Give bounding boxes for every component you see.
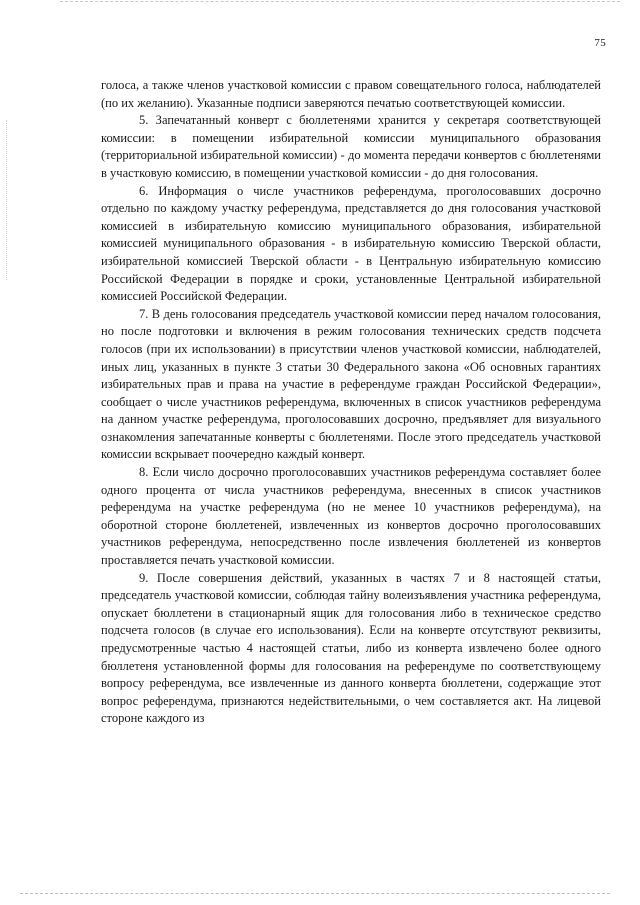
paragraph-8: 8. Если число досрочно проголосовавших участников референдума составляет более одного процента от числа участников референдума, внесенных в список участников референдума на участке референдума (но не менее 10 участников референдума), на оборотной стороне бюллетеней, извлеченных из конвертов досрочно проголосовавших участников референдума, непосредственно после извлечения бюллетеней из конвертов проставляется печать участковой комиссии.: [101, 465, 601, 568]
paragraph-9: 9. После совершения действий, указанных в частях 7 и 8 настоящей статьи, председатель участковой комиссии, соблюдая тайну волеизъявления участника референдума, опускает бюллетени в стационарный ящик для голосования либо в техническое средство подсчета голосов (в случае его использования). Если на конверте отсутствуют реквизиты, предусмотренные частью 4 настоящей статьи, либо из конверта извлечено более одного бюллетеня установленной формы для голосования на референдуме по соответствующему вопросу референдума, все извлеченные из данного конверта бюллетени, содержащие этот вопрос референдума, признаются недействительными, о чем составляется акт. На лицевой стороне каждого из: [101, 570, 601, 726]
paragraph-5: 5. Запечатанный конверт с бюллетенями хранится у секретаря соответствующей комиссии: в помещении избирательной комиссии муниципального образования (территориальной избирательной комиссии) - до момента передачи конвертов с бюллетенями в участковую комиссию, в помещении участковой комиссии - до дня голосования.: [101, 113, 601, 180]
scan-edge-bottom: [20, 893, 610, 895]
page-number: 75: [594, 37, 606, 49]
paragraph-6: 6. Информация о числе участников референдума, проголосовавших досрочно отдельно по каждому участку референдума, представляется до дня голосования участковой комиссией в избирательную комиссию муниципального образования, избирательной комиссией муниципального образования - в избирательную комиссию Тверской области, избирательной комиссией Тверской области - в Центральную избирательную комиссию Российской Федерации в порядке и сроки, установленные Центральной избирательной комиссией Российской Федерации.: [101, 183, 601, 304]
paragraph-continuation: голоса, а также членов участковой комиссии с правом совещательного голоса, наблюдателей (по их желанию). Указанные подписи заверяются печатью соответствующей комиссии.: [101, 78, 601, 110]
scan-edge-top: [60, 1, 620, 3]
document-body: [101, 77, 601, 728]
scan-edge-left: [6, 120, 8, 280]
paragraph-7: 7. В день голосования председатель участковой комиссии перед началом голосования, но после подготовки и включения в режим голосования технических средств подсчета голосов (при их использовании) в присутствии членов участковой комиссии, наблюдателей, иных лиц, указанных в пункте 3 статьи 30 Федерального закона «Об основных гарантиях избирательных прав и права на участие в референдуме граждан Российской Федерации», сообщает о числе участников референдума, включенных в список участников референдума на данном участке референдума, проголосовавших досрочно, предъявляет для визуального ознакомления запечатанные конверты с бюллетенями. После этого председатель участковой комиссии вскрывает поочередно каждый конверт.: [101, 306, 601, 462]
